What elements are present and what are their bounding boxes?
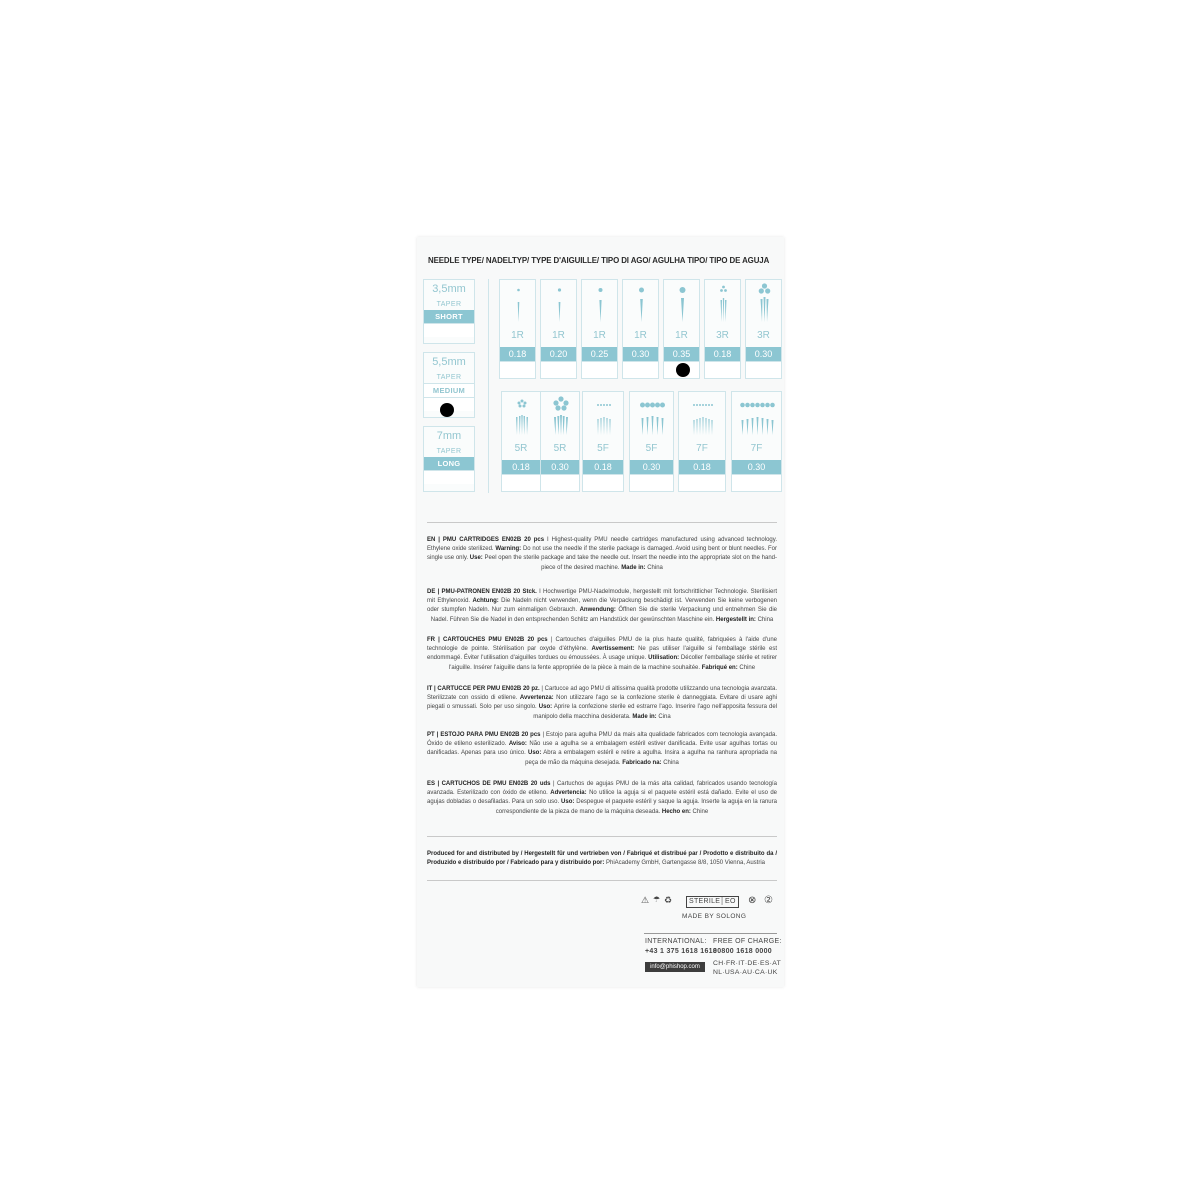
- marker-dot: [676, 363, 690, 377]
- needle-7f-icon: [732, 392, 783, 442]
- description-keyword: Use:: [469, 555, 483, 562]
- needle-1r-icon: [664, 280, 701, 330]
- needle-config: 7F: [750, 443, 763, 454]
- taper-card-short: [423, 279, 475, 344]
- sterile-text: STERILE: [689, 898, 721, 905]
- instructions-icon: ⊗: [748, 895, 757, 906]
- needle-card-1r-030: [622, 279, 659, 379]
- description-keyword: Uso:: [561, 799, 575, 806]
- description-keyword: Hecho en:: [661, 808, 691, 815]
- description-keyword: Uso:: [528, 750, 542, 757]
- description-text: No utilice la aguja si el paquete estéril está dañado. Evite el uso de agujas dobladas o desafiladas. Para un solo uso.: [427, 790, 777, 806]
- taper-label: TAPER: [436, 301, 462, 308]
- needle-5f-icon: [630, 392, 675, 442]
- description-text: Décoller l'emballage stérile et retirer l'aiguille. Insérer l'aiguille dans la fente appropriée de la pièce à main de la machine souhaitée.: [448, 655, 777, 671]
- produced-by-label: Produced for and distributed by / Hergestellt für und vertrieben von / Fabriqué et distribué par / Prodotto e distribuito da / Produzido e distribuído por / Fabricado para y distribuido por:: [427, 851, 777, 866]
- sterile-eo-mark: STERILE│EO: [686, 896, 739, 908]
- description-keyword: Uso:: [538, 704, 553, 711]
- needle-card-7f-030: [731, 391, 782, 492]
- taper-blank: [424, 323, 474, 337]
- needle-blank: [502, 474, 540, 491]
- description-it: [427, 685, 777, 722]
- needle-size: 0.18: [583, 460, 623, 474]
- needle-config: 5F: [597, 443, 609, 454]
- made-by: MADE BY SOLONG: [682, 913, 747, 920]
- needle-blank: [500, 361, 535, 378]
- description-text: Cina: [656, 713, 671, 720]
- needle-config: 1R: [634, 330, 647, 341]
- description-pt: [427, 731, 777, 768]
- description-heading: IT | CARTUCCE PER PMU EN02B 20 pz.: [427, 686, 540, 692]
- taper-level: SHORT: [424, 310, 474, 323]
- needle-1r-icon: [500, 280, 537, 330]
- needle-card-5f-030: [629, 391, 674, 492]
- description-keyword: Avertissement:: [591, 646, 635, 653]
- taper-length: 7mm: [436, 430, 462, 442]
- description-text: I Hochwertige PMU-Nadelmodule, hergestellt mit fortschrittlicher Technologie. Sterilisiert mit Ethylenoxid.: [427, 589, 777, 605]
- needle-size: 0.30: [746, 347, 781, 361]
- needle-config: 3R: [716, 330, 729, 341]
- needle-card-1r-020: [540, 279, 577, 379]
- needle-size: 0.18: [502, 460, 540, 474]
- needle-size: 0.20: [541, 347, 576, 361]
- contact-divider: [644, 933, 777, 934]
- description-keyword: Utilisation:: [648, 655, 680, 662]
- needle-blank: [541, 474, 579, 491]
- needle-config: 1R: [593, 330, 606, 341]
- description-de: [427, 588, 777, 625]
- description-keyword: Fabriqué en:: [701, 664, 738, 671]
- needle-card-3r-030: [745, 279, 782, 379]
- description-text: I Highest-quality PMU needle cartridges manufactured using advanced technology. Ethylene oxide sterilized.: [427, 537, 777, 553]
- needle-size: 0.18: [679, 460, 725, 474]
- description-es: [427, 780, 777, 817]
- description-text: China: [661, 759, 679, 766]
- description-keyword: Advertencia:: [550, 790, 587, 797]
- needle-blank: [582, 361, 617, 378]
- description-keyword: Aviso:: [508, 741, 527, 748]
- taper-length: 5,5mm: [432, 356, 466, 368]
- taper-card-long: [423, 426, 475, 492]
- needle-size: 0.30: [541, 460, 579, 474]
- needle-card-3r-018: [704, 279, 741, 379]
- needle-5r-icon: [541, 392, 581, 442]
- countries-row-2: NL·USA·AU·CA·UK: [713, 969, 778, 976]
- needle-blank: [541, 361, 576, 378]
- taper-label: TAPER: [436, 374, 462, 381]
- description-text: Chine: [737, 664, 756, 671]
- taper-level: MEDIUM: [424, 383, 474, 397]
- description-text: | Cartucce ad ago PMU di altissima qualità prodotte utilizzando una tecnologia avanzata. Sterilizzate con ossido di etilene.: [427, 686, 777, 702]
- description-text: | Cartouches d'aiguilles PMU de la plus haute qualité, fabriquées à l'aide d'une technologie de pointe. Stérilisation par oxyde d'éthylène.: [427, 637, 778, 653]
- needle-card-1r-018: [499, 279, 536, 379]
- description-keyword: Achtung:: [472, 598, 499, 605]
- needle-blank: [583, 474, 623, 491]
- description-text: Non utilizzare l'ago se la confezione sterile è danneggiata. Evitare di usare aghi piegati o smussati. Solo per uso singolo.: [427, 695, 778, 711]
- description-text: China: [755, 616, 774, 623]
- needle-1r-icon: [582, 280, 619, 330]
- needle-3r-icon: [705, 280, 742, 330]
- description-text: | Cartuchos de agujas PMU de la más alta calidad, fabricados usando tecnología avanzada. Esterilizado con óxido de etileno.: [427, 781, 777, 797]
- free-phone: 00800 1618 0000: [713, 948, 772, 955]
- needle-blank: [679, 474, 725, 491]
- needle-blank: [732, 474, 781, 491]
- marker-dot: [440, 403, 454, 417]
- description-keyword: Made in:: [632, 713, 657, 720]
- needle-card-7f-018: [678, 391, 726, 492]
- needle-blank: [705, 361, 740, 378]
- needle-5f-icon: [583, 392, 625, 442]
- divider-line: [427, 836, 777, 837]
- warning-icon: ⚠: [641, 895, 650, 905]
- description-keyword: Warning:: [495, 546, 522, 553]
- needle-size: 0.18: [500, 347, 535, 361]
- needle-blank: [746, 361, 781, 378]
- needle-config: 5R: [514, 443, 528, 454]
- description-heading: ES | CARTUCHOS DE PMU EN02B 20 uds: [427, 781, 551, 787]
- needle-size: 0.30: [732, 460, 781, 474]
- divider-line: [427, 880, 777, 881]
- needle-blank: [623, 361, 658, 378]
- description-heading: FR | CARTOUCHES PMU EN02B 20 pcs: [427, 637, 548, 643]
- description-text: Die Nadeln nicht verwenden, wenn die Verpackung beschädigt ist. Verwenden Sie keine verbogenen oder stumpfen Nadeln. Nur zum einmaligen Gebrauch.: [427, 598, 777, 614]
- description-heading: DE | PMU-PATRONEN EN02B 20 Stck.: [427, 589, 537, 595]
- needle-1r-icon: [623, 280, 660, 330]
- single-use-icon: ②: [764, 895, 773, 906]
- taper-blank: [424, 470, 474, 484]
- description-text: Não use a agulha se a embalagem estéril estiver danificada. Evite usar agulhas tortas ou danificadas. Apenas para uso único.: [427, 741, 777, 757]
- produced-by-address: PhiAcademy GmbH, Gartengasse 8/8, 1050 Vienna, Austria: [604, 860, 765, 866]
- needle-blank: [630, 474, 673, 491]
- needle-card-1r-025: [581, 279, 618, 379]
- needle-size: 0.30: [630, 460, 673, 474]
- regulatory-symbols: [640, 895, 780, 909]
- needle-size: 0.18: [705, 347, 740, 361]
- recycle-icon: ♻: [664, 895, 673, 905]
- description-text: Öffnen Sie die sterile Verpackung und entnehmen Sie die Nadel. Führen Sie die Nadel in den entsprechenden Schlitz am Handstück der gewünschten Maschine ein.: [430, 607, 777, 623]
- fragile-icon: ☂: [653, 895, 661, 904]
- needle-1r-icon: [541, 280, 578, 330]
- description-text: Peel open the sterile package and take the needle out. Insert the needle into the appropriate slot on the hand-piece of the desired machine.: [482, 555, 777, 571]
- produced-by: [427, 850, 777, 868]
- international-phone: +43 1 375 1618 1618: [645, 948, 718, 955]
- needle-config: 5F: [645, 443, 658, 454]
- description-keyword: Anwendung:: [579, 607, 616, 614]
- needle-config: 1R: [511, 330, 524, 341]
- description-text: Chine: [690, 808, 709, 815]
- description-text: Do not use the needle if the sterile package is damaged. Avoid using bent or blunt needles. For single use only.: [427, 546, 777, 562]
- free-label: FREE OF CHARGE:: [713, 938, 782, 945]
- description-en: [427, 536, 777, 573]
- description-keyword: Hergestellt in:: [715, 616, 756, 623]
- description-keyword: Made in:: [621, 564, 646, 571]
- needle-size: 0.30: [623, 347, 658, 361]
- needle-config: 1R: [675, 330, 688, 341]
- needle-config: 7F: [696, 443, 708, 454]
- description-text: Abra a embalagem estéril e retire a agulha. Insira a agulha na ranhura apropriada na peça de mão da máquina desejada.: [525, 750, 777, 766]
- eo-text: EO: [724, 898, 736, 905]
- needle-size: 0.35: [664, 347, 699, 361]
- needle-card-5r-018: [501, 391, 541, 492]
- countries-row-1: CH·FR·IT·DE·ES·AT: [713, 960, 782, 967]
- needle-3r-icon: [746, 280, 783, 330]
- needle-5r-icon: [502, 392, 542, 442]
- needle-card-5f-018: [582, 391, 624, 492]
- needle-size: 0.25: [582, 347, 617, 361]
- column-divider: [488, 279, 489, 493]
- needle-config: 3R: [757, 330, 770, 341]
- divider-line: [427, 522, 777, 523]
- taper-length: 3,5mm: [432, 283, 466, 295]
- needle-type-title: NEEDLE TYPE/ NADELTYP/ TYPE D'AIGUILLE/ TIPO DI AGO/ AGULHA TIPO/ TIPO DE AGUJA: [428, 256, 770, 265]
- taper-level: LONG: [424, 457, 474, 470]
- description-text: Ne pas utiliser l'aiguille si l'emballage stérile est endommagé. Éviter l'utilisation d'aiguilles tordues ou émoussées. À usage unique.: [427, 646, 777, 662]
- description-keyword: Avvertenza:: [519, 695, 554, 702]
- description-heading: EN | PMU CARTRIDGES EN02B 20 pcs: [427, 537, 545, 543]
- description-text: Despegue el paquete estéril y saque la aguja. Inserte la aguja en la ranura correspondiente de la pieza de mano de la máquina deseada.: [495, 799, 777, 815]
- needle-7f-icon: [679, 392, 727, 442]
- description-keyword: Fabricado na:: [622, 759, 662, 766]
- international-label: INTERNATIONAL:: [645, 938, 707, 945]
- taper-label: TAPER: [436, 448, 462, 455]
- needle-card-5r-030: [540, 391, 580, 492]
- description-text: | Estojo para agulha PMU da mais alta qualidade fabricados com tecnologia avançada. Óxido de etileno esterilizado.: [427, 732, 777, 748]
- description-text: Aprire la confezione sterile ed estrarre l'ago. Inserire l'ago nell'apposita fessura del manipolo della macchina desiderata.: [533, 704, 777, 720]
- description-fr: [427, 636, 777, 673]
- needle-config: 5R: [553, 443, 567, 454]
- description-heading: PT | ESTOJO PARA PMU EN02B 20 pcs: [427, 732, 541, 738]
- needle-config: 1R: [552, 330, 565, 341]
- description-text: China: [645, 564, 663, 571]
- email-link[interactable]: info@phishop.com: [645, 962, 705, 972]
